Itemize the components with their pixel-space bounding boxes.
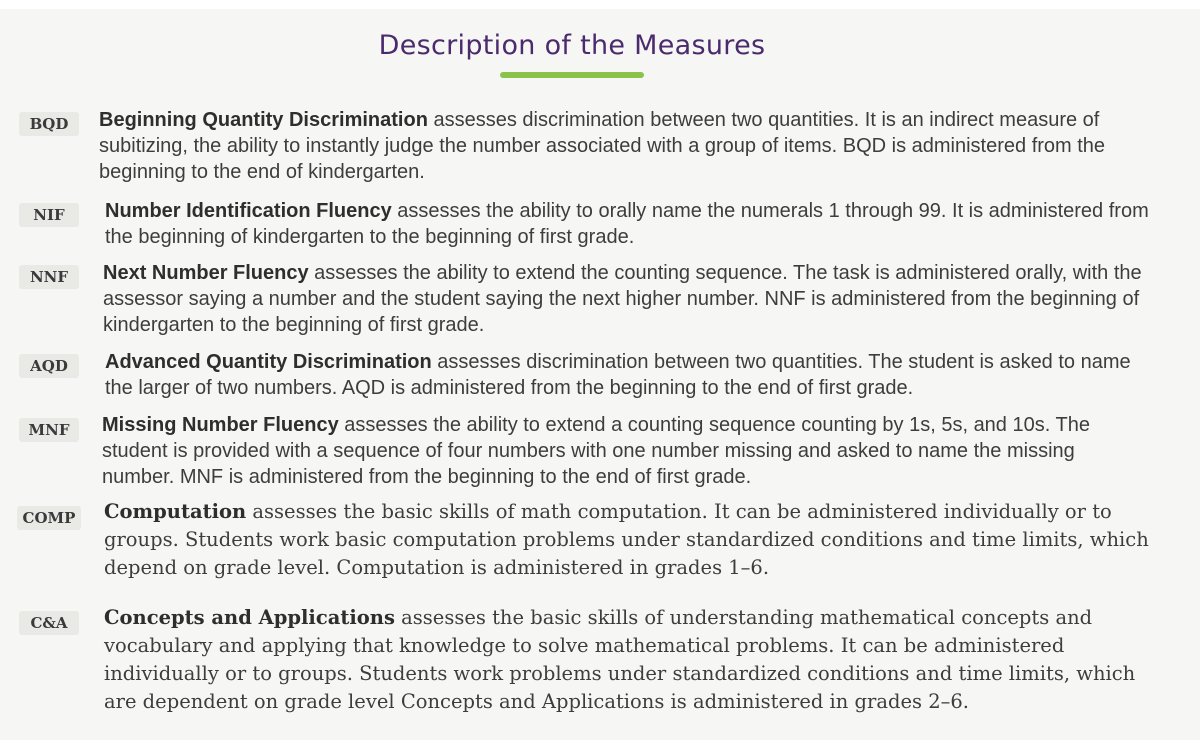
measure-text: assesses discrimination between two quantities. It is an indirect measure of subitizing, the ability to instantly judge the number associated with a group of items. BQD is administered from the beginning to the end of kindergarten. — [99, 109, 1106, 183]
document-page — [0, 9, 1200, 740]
measure-name: Concepts and Applications — [104, 606, 395, 629]
measure-description — [104, 498, 1154, 582]
measure-text: assesses the ability to orally name the numerals 1 through 99. It is administered from the beginning of kindergarten to the beginning of first grade. — [105, 200, 1149, 248]
measure-text: assesses the basic skills of math computation. It can be administered individually or to groups. Students work basic computation problems under standardized conditions and time limits, which depend on grade level. Computation is administered in grades 1–6. — [104, 500, 1149, 579]
measure-text: assesses the basic skills of understanding mathematical concepts and vocabulary and applying that knowledge to solve mathematical problems. It can be administered individually or to groups. Students work problems under standardized conditions and time limits, which are dependent on grade level Concepts and Applications is administered in grades 2–6. — [104, 606, 1136, 713]
measure-name: Advanced Quantity Discrimination — [105, 351, 432, 373]
measure-text: assesses the ability to extend the counting sequence. The task is administered orally, with the assessor saying a number and the student saying the next higher number. NNF is administered from the beginning of kindergarten to the beginning of first grade. — [103, 262, 1142, 336]
measure-description — [99, 107, 1139, 185]
measure-name: Missing Number Fluency — [102, 414, 339, 436]
measure-description — [104, 604, 1164, 716]
page-title: Description of the Measures — [378, 30, 766, 61]
measure-abbr-badge: COMP — [17, 506, 81, 530]
measure-name: Computation — [104, 500, 247, 523]
measure-abbr-badge: MNF — [19, 418, 79, 442]
measure-description — [103, 260, 1143, 338]
measure-text: assesses the ability to extend a counting sequence counting by 1s, 5s, and 10s. The student is provided with a sequence of four numbers with one number missing and asked to name the missing number. MNF is administered from the beginning to the end of first grade. — [102, 414, 1090, 488]
measure-name: Beginning Quantity Discrimination — [99, 109, 428, 131]
measure-abbr-badge: NIF — [19, 203, 79, 227]
measure-abbr-badge: AQD — [19, 354, 79, 378]
measure-name: Number Identification Fluency — [105, 200, 392, 222]
measure-text: assesses discrimination between two quantities. The student is asked to name the larger of two numbers. AQD is administered from the beginning to the end of first grade. — [105, 351, 1131, 399]
measure-abbr-badge: NNF — [19, 265, 79, 289]
measure-description — [105, 349, 1145, 401]
measure-description — [102, 412, 1142, 490]
measure-name: Next Number Fluency — [103, 262, 309, 284]
measure-abbr-badge: C&A — [19, 611, 79, 635]
measure-description — [105, 198, 1165, 250]
measure-abbr-badge: BQD — [19, 112, 79, 136]
title-underline — [500, 72, 644, 78]
